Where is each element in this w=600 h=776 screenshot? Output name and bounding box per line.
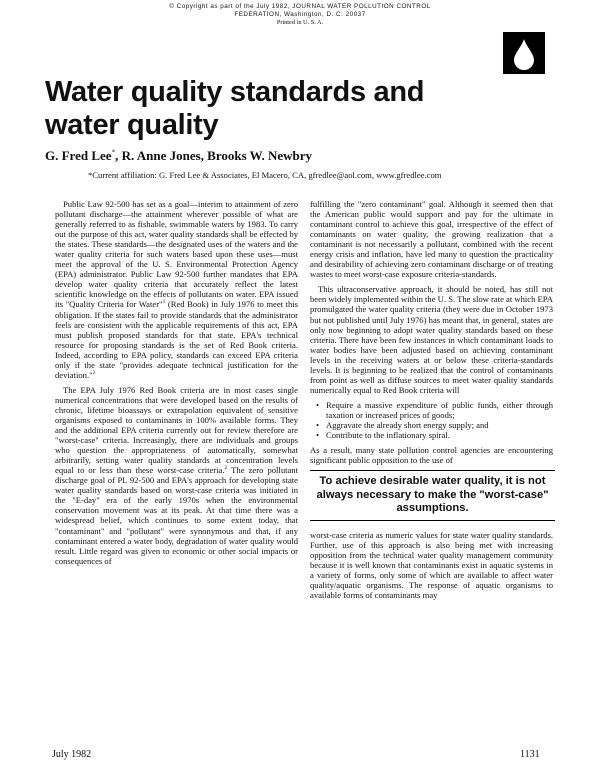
- list-item: • Contribute to the inflationary spiral.: [310, 430, 553, 440]
- paragraph-public-law: Public Law 92-500 has set as a goal—interim to attainment of zero pollutant discharge—the attainment wherever possible of what are generally referred to as fishable, swimmable waters by 1983. To carry out the purpose of this act, water quality standards shall be effected by the states. These standards—the designated uses of the waters and the water quality criteria for such waters based upon these uses—must meet the approval of the U. S. Environmental Protection Agency (EPA) administrator. Public Law 92-500 further mandates that EPA develop water quality criteria that accurately reflect the latest scientific knowledge on the effects of pollutants on water. EPA issued its "Quality Criteria for Water"$^1$ (Red Book) in July 1976 to meet this obligation. If the states fail to provide standards that the administrator feels are consistent with the applicable requirements of this act, EPA must publish proposed standards for that state. EPA's technical resource for proposing standards is the set of Red Book criteria. Indeed, according to EPA policy, standards can exceed EPA criteria only if the state "provides adequate technical justification for the deviation."$^2$: [55, 199, 298, 380]
- footnote-ref: 1: [162, 299, 166, 306]
- consequence-list: [310, 400, 553, 440]
- author-lead: G. Fred Lee: [45, 148, 112, 163]
- pull-quote: To achieve desirable water quality, it is not always necessary to make the "worst-case" assumptions.: [310, 470, 555, 521]
- paragraph-public-opposition: As a result, many state pollution control agencies are encountering significant public opposition to the use of: [310, 445, 553, 466]
- paragraph-zero-contaminant: fulfilling the "zero contaminant" goal. Although it seemed then that the American public would support and pay for the ultimate in contaminant control to achieve this goal, irrespective of the effect of contaminants on water quality, the growing realization that a contaminant is not necessarily a pollutant, combined with the recent energy crisis and inflation, have led many to question the practicality and desirability of achieving zero contaminant discharge or of treating wastes to meet worst-case exposure criteria-standards.: [310, 199, 553, 280]
- author-footnote-mark: *: [111, 148, 116, 157]
- footnote-ref: 2: [224, 465, 228, 472]
- paragraph-red-book: The EPA July 1976 Red Book criteria are in most cases single numerical concentrations that were developed based on the results of chronic, lifetime bioassays or extrapolation equivalent of sensitive organisms exposed to contaminants in 100% available forms. They and the additional EPA criteria currently out for review therefore are "worst-case" criteria. Increasingly, there are individuals and groups who question the appropriateness of automatically, somewhat arbitrarily, setting water quality standards at concentration levels equal to or less than these worst-case criteria.$^2$ The zero pollutant discharge goal of PL 92-500 and EPA's approach for developing state water quality standards based on worst-case criteria was initiated in the "E-day" era of the early 1970s when the environmental conservation movement was at its peak. At that time there was a widespread belief, which continues to some extent today, that "contaminant" and "pollutant" were synonymous and that, if any contaminant entered a water body, degradation of water quality would result. Little regard was given to economic or other social impacts or consequences of: [55, 384, 298, 566]
- affiliation-note: *Current affiliation: G. Fred Lee & Associates, El Macero, CA, gfredlee@aol.com, www.gfredlee.com: [88, 170, 442, 180]
- paragraph-worst-case: worst-case criteria as numeric values for state water quality standards. Further, use of this approach is also being met with increasing opposition from the technical water quality management community because it is well known that contaminants exist in aquatic systems in a variety of forms, only some of which are available to affect water quality/aquatic organisms. The response of aquatic organisms to available forms of contaminants may: [310, 529, 553, 601]
- article-title: Water quality standards and water quality: [45, 76, 425, 141]
- paragraph-ultraconservative: This ultraconservative approach, it should be noted, has still not been widely implemented within the U. S. The slow rate at which EPA promulgated the water quality criteria (they were due in October 1973 but not published until July 1976) has meant that, in general, states are only now beginning to adopt water quality standards based on these criteria. There have been few instances in which contaminant loads to water bodies have been adjusted based on achieving contaminant levels in the receiving waters at or below these criteria-standards levels. It is beginning to be realized that the control of contaminants from point as well as diffuse sources to meet water quality standards numerically equal to Red Book criteria will: [310, 284, 553, 395]
- list-item: • Require a massive expenditure of public funds, either through taxation or increased prices of goods;: [310, 400, 553, 420]
- page-number: 1131: [520, 749, 540, 760]
- list-item: • Aggravate the already short energy supply; and: [310, 420, 553, 430]
- journal-logo: [503, 32, 545, 74]
- left-column: [55, 199, 298, 571]
- copyright-notice: [0, 3, 600, 28]
- water-drop-icon: [503, 32, 545, 74]
- printed-in-line: Printed in U. S. A.: [276, 19, 324, 27]
- footnote-ref: 2: [92, 369, 96, 376]
- coauthors: , R. Anne Jones, Brooks W. Newbry: [115, 148, 313, 163]
- right-column: [310, 199, 553, 605]
- footer-date: July 1982: [52, 749, 92, 760]
- copyright-line-1: © Copyright as part of the July 1982, JOURNAL WATER POLLUTION CONTROL: [169, 3, 431, 10]
- author-line: [45, 148, 312, 164]
- copyright-line-2: FEDERATION, Washington, D. C. 20037: [234, 11, 366, 19]
